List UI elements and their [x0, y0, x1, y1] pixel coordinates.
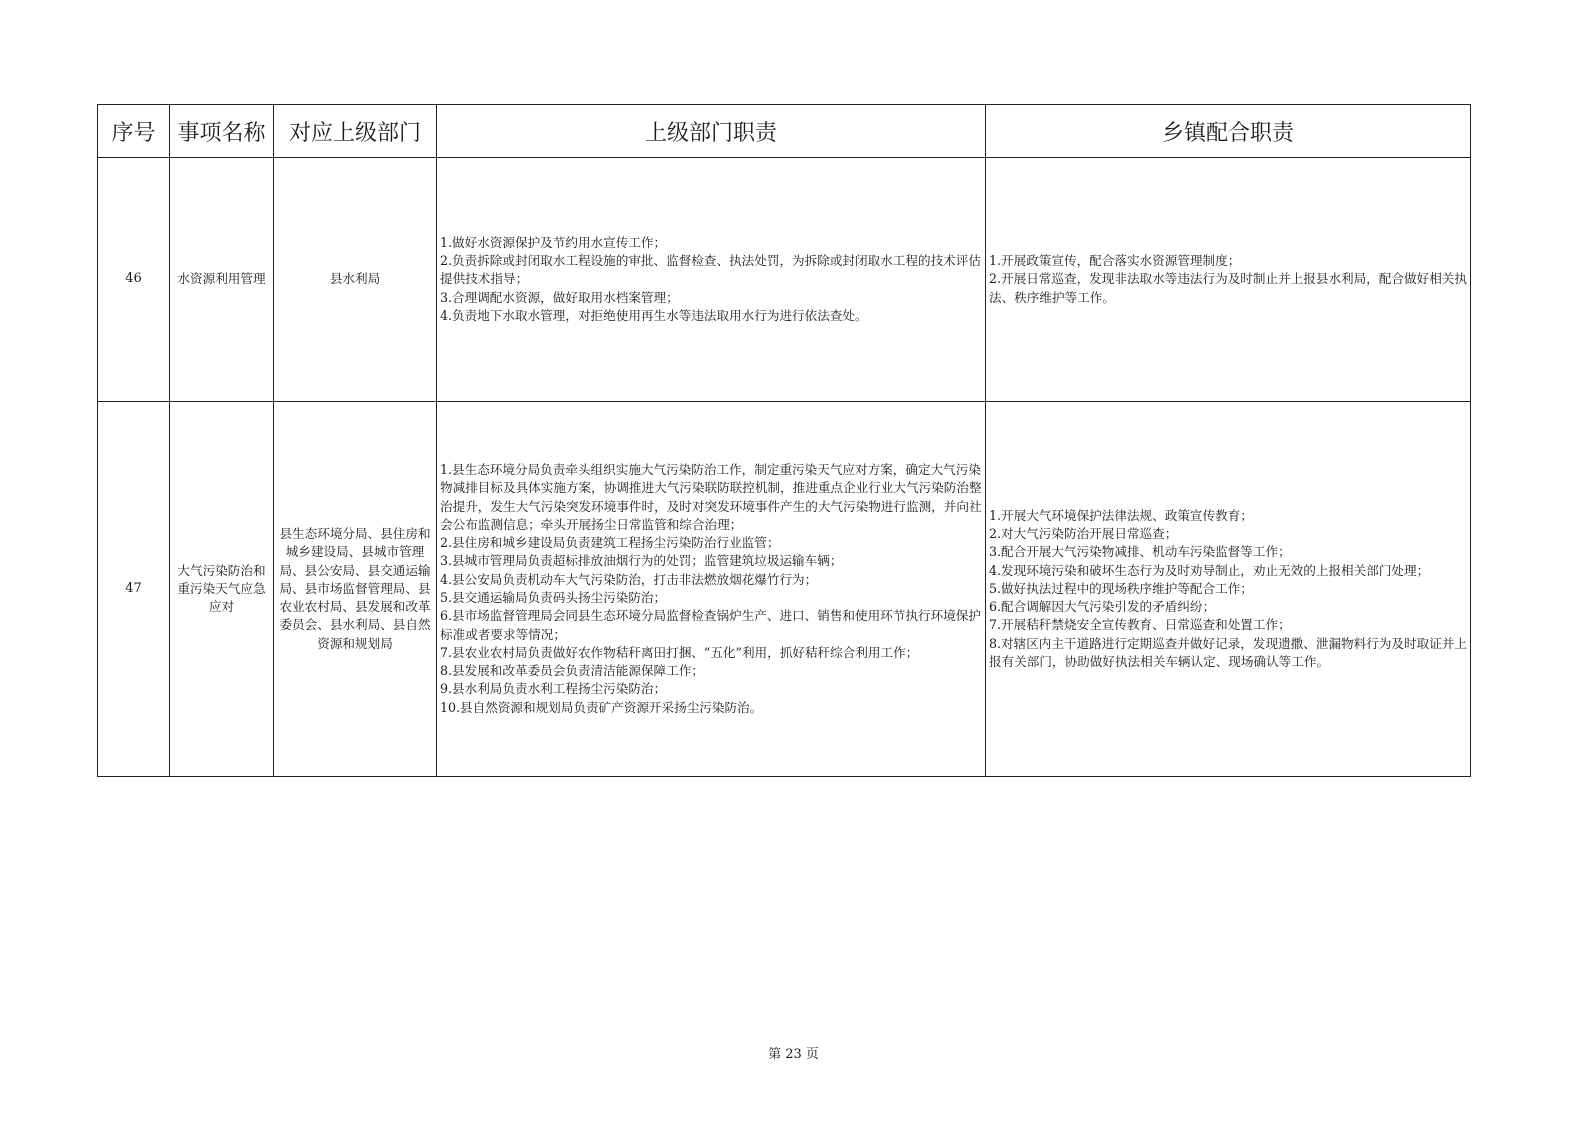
header-item-name: 事项名称 — [170, 105, 274, 158]
duty-line: 1.县生态环境分局负责牵头组织实施大气污染防治工作，制定重污染天气应对方案，确定大气污染物减排目标及具体实施方案，协调推进大气污染联防联控机制，推进重点企业行业大气污染防治整治提升，发生大气污染突发环境事件时，及时对突发环境事件产生的大气污染物进行监测，并向社会公布监测信息；牵头开展扬尘日常监管和综合治理； — [440, 461, 982, 532]
row-town-duty — [986, 158, 1471, 402]
town-duty-line: 7.开展秸秆禁烧安全宣传教育、日常巡查和处置工作； — [989, 617, 1291, 633]
header-department-duty: 上级部门职责 — [437, 105, 986, 158]
row-department: 县生态环境分局、县住房和城乡建设局、县城市管理局、县公安局、县交通运输局、县市场监督管理局、县农业农村局、县发展和改革委员会、县水利局、县自然资源和规划局 — [274, 402, 437, 777]
duty-line: 6.县市场监督管理局会同县生态环境分局监督检查锅炉生产、进口、销售和使用环节执行环境保护标准或者要求等情况； — [440, 608, 981, 642]
duty-line: 8.县发展和改革委员会负责清洁能源保障工作； — [440, 663, 704, 679]
duty-line: 3.合理调配水资源，做好取用水档案管理； — [440, 289, 679, 305]
duty-line: 2.负责拆除或封闭取水工程设施的审批、监督检查、执法处罚，为拆除或封闭取水工程的技术评估提供技术指导； — [440, 253, 981, 287]
town-duty-line: 8.对辖区内主干道路进行定期巡查并做好记录，发现遗撒、泄漏物料行为及时取证并上报有关部门，协助做好执法相关车辆认定、现场确认等工作。 — [989, 635, 1467, 670]
duty-line: 2.县住房和城乡建设局负责建筑工程扬尘污染防治行业监管； — [440, 535, 780, 551]
duty-line: 10.县自然资源和规划局负责矿产资源开采扬尘污染防治。 — [440, 699, 763, 715]
duty-line: 5.县交通运输局负责码头扬尘污染防治； — [440, 590, 667, 605]
town-duty-line: 6.配合调解因大气污染引发的矛盾纠纷； — [989, 599, 1216, 615]
header-town-duty: 乡镇配合职责 — [986, 105, 1471, 158]
town-duty-line: 2.对大气污染防治开展日常巡查； — [989, 525, 1178, 541]
town-duty-line: 1.开展大气环境保护法律法规、政策宣传教育； — [989, 507, 1253, 523]
header-seq: 序号 — [98, 105, 170, 158]
row-item-name: 水资源利用管理 — [170, 158, 274, 402]
town-duty-line: 2.开展日常巡查，发现非法取水等违法行为及时制止并上报县水利局，配合做好相关执法、秩序维护等工作。 — [989, 271, 1467, 305]
page-number: 第 23 页 — [768, 1047, 819, 1062]
duty-line: 4.县公安局负责机动车大气污染防治，打击非法燃放烟花爆竹行为； — [440, 571, 818, 587]
row-department-duty — [437, 158, 986, 402]
table-row — [98, 158, 1471, 402]
row-seq: 46 — [98, 158, 170, 402]
town-duty-line: 5.做好执法过程中的现场秩序维护等配合工作； — [989, 580, 1253, 596]
duty-line: 1.做好水资源保护及节约用水宣传工作； — [440, 234, 667, 250]
duty-line: 3.县城市管理局负责超标排放油烟行为的处罚；监管建筑垃圾运输车辆； — [440, 553, 843, 569]
row-department: 县水利局 — [274, 158, 437, 402]
town-duty-line: 4.发现环境污染和破坏生态行为及时劝导制止，劝止无效的上报相关部门处理； — [989, 562, 1430, 578]
row-seq: 47 — [98, 402, 170, 777]
duty-line: 4.负责地下水取水管理，对拒绝使用再生水等违法取用水行为进行依法查处。 — [440, 307, 868, 323]
table-header-row — [98, 105, 1471, 158]
header-department: 对应上级部门 — [274, 105, 437, 158]
row-department-duty — [437, 402, 986, 777]
duty-line: 7.县农业农村局负责做好农作物秸秆离田打捆、“五化”利用，抓好秸秆综合利用工作； — [440, 644, 919, 660]
duty-table — [97, 104, 1471, 777]
town-duty-line: 3.配合开展大气污染物减排、机动车污染监督等工作； — [989, 544, 1291, 560]
town-duty-line: 1.开展政策宣传，配合落实水资源管理制度； — [989, 253, 1241, 269]
duty-line: 9.县水利局负责水利工程扬尘污染防治； — [440, 681, 667, 697]
row-town-duty — [986, 402, 1471, 777]
row-item-name: 大气污染防治和重污染天气应急应对 — [170, 402, 274, 777]
table-row — [98, 402, 1471, 777]
